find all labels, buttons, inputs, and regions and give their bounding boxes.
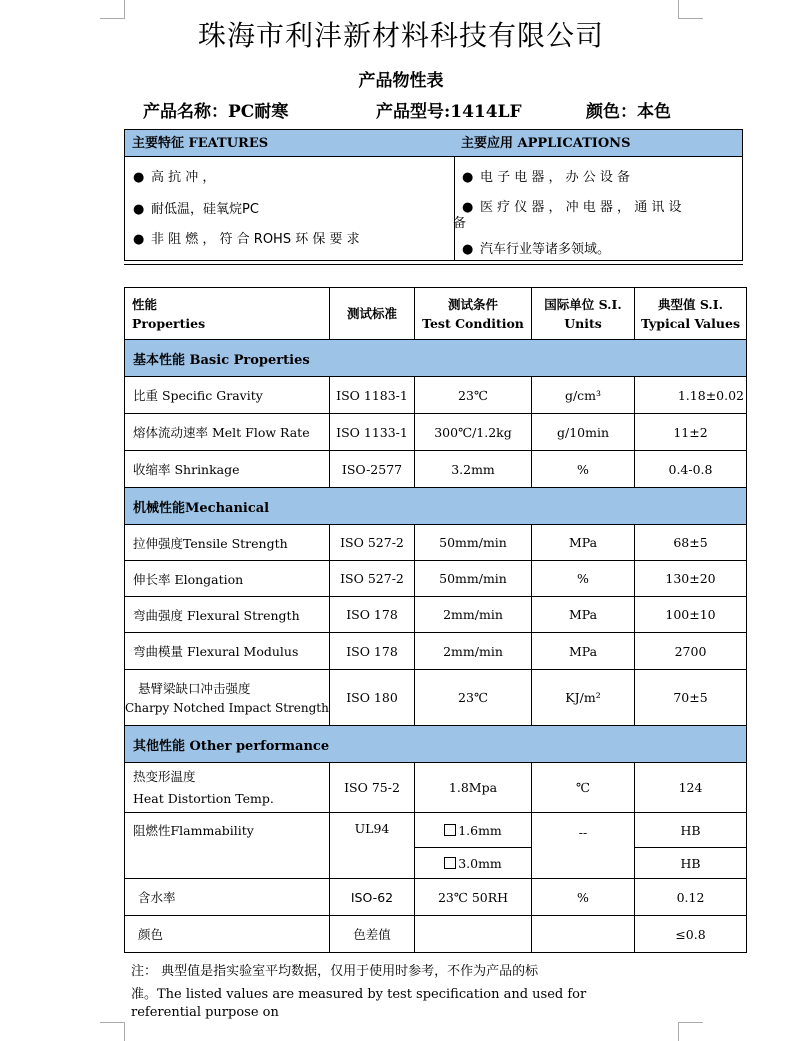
table-row: 收缩率 Shrinkage ISO-2577 3.2mm % 0.4-0.8 — [125, 451, 747, 488]
table-row: 弯曲强度 Flexural Strength ISO 178 2mm/min MPa 100±10 — [125, 597, 747, 633]
list-item: ● 非 阻 燃 ， 符 合 ROHS 环 保 要 求 — [133, 232, 360, 247]
table-header-row — [125, 288, 747, 340]
section-mechanical: 机械性能Mechanical — [125, 488, 747, 525]
applications-header: 主要应用 APPLICATIONS — [454, 130, 742, 157]
table-row: 颜色 色差值 ≤0.8 — [125, 916, 747, 953]
company-name: 珠海市利沣新材料科技有限公司 — [197, 19, 604, 52]
checkbox-icon — [444, 857, 456, 869]
table-row: 悬臂梁缺口冲击强度 Charpy Notched Impact Strength ISO 180 23℃ KJ/m² 70±5 — [125, 670, 747, 726]
table-row: 3.0mm HB — [125, 848, 747, 879]
section-row — [125, 726, 747, 763]
list-item: ● 电 子 电 器 ， 办 公 设 备 — [462, 170, 631, 185]
header-typical-values: 典型值 S.I. Typical Values — [635, 288, 747, 340]
list-item: ● 耐低温，硅氧烷PC — [133, 202, 259, 217]
table-row: 热变形温度 Heat Distortion Temp. ISO 75-2 1.8Mpa ℃ 124 — [125, 763, 747, 813]
document-title: 产品物性表 — [358, 71, 444, 91]
note-line: 准。The listed values are measured by test specification and used for — [131, 987, 587, 1002]
product-color: 颜色：本色 — [586, 102, 671, 122]
section-row — [125, 340, 747, 377]
list-item: ● 汽车行业等诸多领域。 — [462, 242, 611, 257]
features-header: 主要特征 FEATURES — [125, 130, 454, 157]
table-row: 伸长率 Elongation ISO 527-2 50mm/min % 130±20 — [125, 561, 747, 597]
list-item-continuation: 备 — [453, 216, 467, 231]
list-item: ● 高 抗 冲 ， — [133, 170, 216, 185]
section-other: 其他性能 Other performance — [125, 726, 747, 763]
table-row: 拉伸强度Tensile Strength ISO 527-2 50mm/min MPa 68±5 — [125, 525, 747, 561]
page-corner-mark — [678, 1022, 703, 1041]
table-row: 比重 Specific Gravity ISO 1183-1 23℃ g/cm³ 1.18±0.02 — [125, 377, 747, 414]
header-properties: 性能 Properties — [125, 288, 330, 340]
table-row: 含水率 ISO-62 23℃ 50RH % 0.12 — [125, 879, 747, 916]
product-model: 产品型号:1414LF — [376, 102, 522, 122]
note-line: 注： 典型值是指实验室平均数据，仅用于使用时参考，不作为产品的标 — [131, 964, 539, 979]
note-line: referential purpose on — [131, 1005, 279, 1020]
features-column — [125, 130, 455, 260]
table-row: 阻燃性Flammability UL94 1.6mm -- HB — [125, 813, 747, 848]
header-units: 国际单位 S.I. Units — [532, 288, 635, 340]
section-basic: 基本性能 Basic Properties — [125, 340, 747, 377]
applications-column — [454, 130, 742, 260]
page-corner-mark — [100, 1022, 125, 1041]
product-name: 产品名称：PC耐寒 — [143, 102, 289, 122]
table-row: 熔体流动速率 Melt Flow Rate ISO 1133-1 300℃/1.2kg g/10min 11±2 — [125, 414, 747, 451]
properties-table — [124, 287, 747, 953]
section-row — [125, 488, 747, 525]
header-condition: 测试条件 Test Condition — [415, 288, 532, 340]
header-standard: 测试标准 — [330, 288, 415, 340]
table-row: 弯曲模量 Flexural Modulus ISO 178 2mm/min MPa 2700 — [125, 633, 747, 670]
checkbox-icon — [444, 824, 456, 836]
list-item: ● 医 疗 仪 器 ， 冲 电 器 ， 通 讯 设 — [462, 200, 682, 215]
features-table — [124, 129, 743, 261]
